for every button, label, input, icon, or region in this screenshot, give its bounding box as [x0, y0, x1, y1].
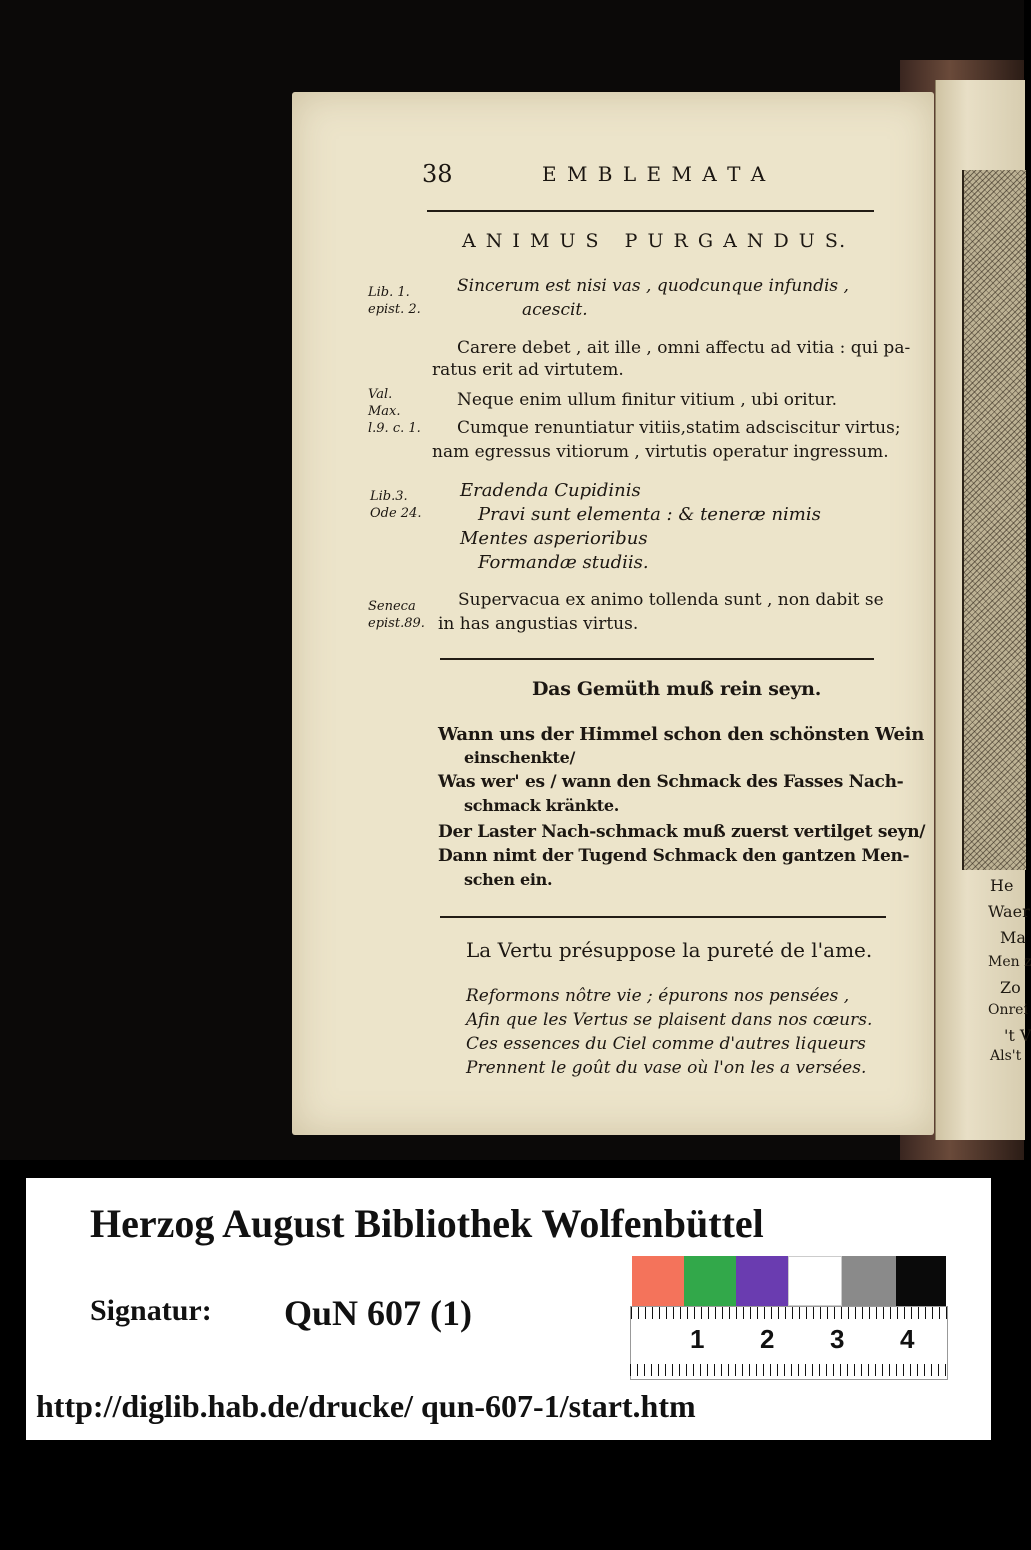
latin-verse: Pravi sunt elementa : & teneræ nimis: [478, 504, 821, 525]
french-title: La Vertu présuppose la pureté de l'ame.: [466, 938, 873, 962]
german-line: einschenkte/: [464, 748, 575, 767]
signatur-value: QuN 607 (1): [284, 1293, 472, 1333]
german-line: schen ein.: [464, 870, 553, 889]
color-swatch: [632, 1256, 684, 1306]
scale-number: 3: [830, 1324, 845, 1354]
german-title: Das Gemüth muß rein seyn.: [532, 678, 822, 700]
latin-line: nam egressus vitiorum , virtutis operatur ingressum.: [432, 442, 889, 462]
latin-line: in has angustias virtus.: [438, 614, 639, 634]
latin-verse: Mentes asperioribus: [460, 528, 648, 549]
french-line: Prennent le goût du vase où l'on les a versées.: [466, 1058, 867, 1078]
german-line: Dann nimt der Tugend Schmack den gantzen Men-: [438, 846, 910, 866]
facing-text-fragment: He: [990, 876, 1014, 895]
margin-note: Lib. 1. epist. 2.: [368, 285, 421, 317]
header-rule: [427, 210, 874, 212]
margin-note: Lib.3. Ode 24.: [370, 489, 422, 521]
color-swatch: [788, 1256, 842, 1306]
book-page: [292, 92, 934, 1135]
french-line: Ces essences du Ciel comme d'autres liqueurs: [466, 1034, 866, 1054]
facing-text-fragment: Waer: [988, 902, 1030, 921]
latin-verse: Formandæ studiis.: [478, 552, 649, 573]
signatur-label: Signatur:: [90, 1294, 212, 1327]
facing-text-fragment: 't V: [1004, 1026, 1031, 1045]
margin-note: Seneca epist.89.: [368, 599, 425, 631]
source-url[interactable]: http://diglib.hab.de/drucke/ qun-607-1/start.htm: [36, 1388, 696, 1424]
institution-name: Herzog August Bibliothek Wolfenbüttel: [90, 1201, 764, 1246]
facing-text-fragment: Als't: [990, 1048, 1022, 1064]
page-number: 38: [422, 160, 453, 188]
section-rule: [440, 916, 886, 918]
color-swatch: [736, 1256, 788, 1306]
german-line: schmack kränkte.: [464, 796, 620, 815]
german-line: Der Laster Nach-schmack muß zuerst vertilget seyn/: [438, 822, 926, 842]
facing-text-fragment: Zo: [1000, 978, 1021, 997]
scale-number: 1: [690, 1324, 705, 1354]
german-line: Was wer' es / wann den Schmack des Fasses Nach-: [438, 772, 904, 792]
latin-line: Supervacua ex animo tollenda sunt , non dabit se: [458, 590, 884, 610]
section-rule: [440, 658, 874, 660]
margin-note: Val. Max. l.9. c. 1.: [368, 387, 421, 436]
latin-line: Sincerum est nisi vas , quodcunque infundis ,: [457, 276, 849, 296]
french-line: Reformons nôtre vie ; épurons nos pensées ,: [466, 986, 850, 1006]
facing-text-fragment: Men z: [988, 954, 1031, 970]
color-swatch: [896, 1256, 946, 1306]
latin-verse: Eradenda Cupidinis: [460, 480, 641, 501]
scale-number: 2: [760, 1324, 775, 1354]
latin-line: Carere debet , ait ille , omni affectu ad vitia : qui pa-: [457, 338, 911, 358]
french-line: Afin que les Vertus se plaisent dans nos cœurs.: [466, 1010, 873, 1030]
color-swatch: [684, 1256, 736, 1306]
german-line: Wann uns der Himmel schon den schönsten Wein: [438, 724, 924, 745]
emblem-title: A N I M U S P U R G A N D U S.: [462, 230, 848, 252]
latin-line: acescit.: [522, 300, 588, 320]
facing-text-fragment: Onrei: [988, 1002, 1028, 1018]
running-head: E M B L E M A T A: [542, 162, 768, 186]
color-swatch: [842, 1256, 896, 1306]
facing-engraving: [962, 170, 1026, 870]
latin-line: Cumque renuntiatur vitiis,statim adsciscitur virtus;: [457, 418, 901, 438]
latin-line: ratus erit ad virtutem.: [432, 360, 624, 380]
facing-text-fragment: Ma: [1000, 928, 1026, 947]
latin-line: Neque enim ullum finitur vitium , ubi oritur.: [457, 390, 838, 410]
scale-number: 4: [900, 1324, 915, 1354]
measurement-scale-ticks: [630, 1364, 946, 1376]
